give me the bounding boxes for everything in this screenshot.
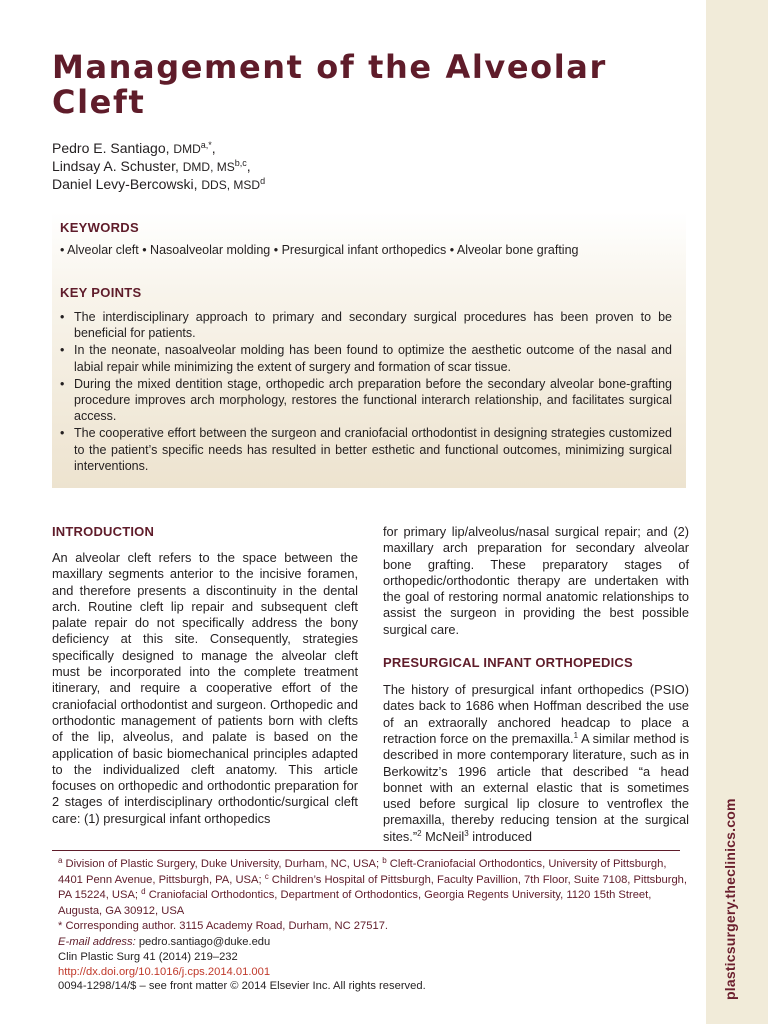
affiliations-footnote <box>58 857 688 951</box>
psio-heading: PRESURGICAL INFANT ORTHOPEDICS <box>383 655 633 671</box>
author-credentials: DMD <box>173 142 201 156</box>
key-point-text: The cooperative effort between the surgeon and craniofacial orthodontist in designing strategies customized to the patient’s specific needs has resulted in better esthetic and functional outcomes, minimizing surgical interventions. <box>74 426 672 473</box>
bullet-icon: • <box>60 343 65 358</box>
footnote-divider <box>52 850 680 851</box>
introduction-heading: INTRODUCTION <box>52 524 155 539</box>
left-column <box>52 524 358 827</box>
doi-link[interactable]: http://dx.doi.org/10.1016/j.cps.2014.01.001 <box>58 965 271 978</box>
psio-text: McNeil <box>421 828 465 844</box>
affiliation-text: Children’s Hospital of Pittsburgh, Faculty Pavillion, 7th Floor, Suite 7108, Pittsburgh, PA 15224, USA; <box>58 873 687 902</box>
psio-paragraph <box>383 682 689 845</box>
journal-website-link[interactable]: plasticsurgery.theclinics.com <box>722 798 738 1000</box>
author-2 <box>52 158 692 176</box>
bullet-icon: • <box>60 426 65 441</box>
reference-link[interactable]: 2 <box>417 828 422 838</box>
article-title <box>52 50 692 120</box>
citation-block <box>58 950 658 994</box>
key-point-text: The interdisciplinary approach to primary and secondary surgical procedures has been proven to be beneficial for patients. <box>74 310 672 341</box>
key-point-item <box>60 376 672 425</box>
psio-text: The history of presurgical infant orthopedics (PSIO) dates back to 1686 when Hoffman described the use of an extraorally anchored headcap to place a retraction force on the premaxilla. <box>383 682 689 746</box>
affiliation-marker: b <box>382 856 387 865</box>
email-label: E-mail address: <box>58 935 136 948</box>
key-point-item <box>60 425 672 474</box>
affiliation-marker: a <box>58 856 63 865</box>
author-separator: , <box>211 140 216 156</box>
author-1 <box>52 140 692 158</box>
psio-text: introduced <box>468 828 533 844</box>
key-point-text: During the mixed dentition stage, orthopedic arch preparation before the secondary alveolar bone-grafting procedure improves arch morphology, restores the functional interarch relationship, and facilitates surgical access. <box>74 376 672 424</box>
affiliation-marker: c <box>264 871 269 881</box>
copyright-notice: 0094-1298/14/$ – see front matter © 2014 Elsevier Inc. All rights reserved. <box>58 980 426 993</box>
journal-citation: Clin Plastic Surg 41 (2014) 219–232 <box>58 951 238 963</box>
affiliation-text: Cleft-Craniofacial Orthodontics, University of Pittsburgh, 4401 Penn Avenue, Pittsburgh, PA, USA; <box>58 858 667 886</box>
reference-link[interactable]: 1 <box>573 730 579 740</box>
title-line-1: Management of the Alveolar <box>52 48 607 86</box>
author-credentials: DMD, MS <box>182 160 235 174</box>
author-affiliation-ref[interactable]: b,c <box>234 158 247 168</box>
bullet-icon: • <box>60 376 65 391</box>
key-point-item <box>60 309 672 341</box>
bullet-icon: • <box>60 310 65 324</box>
author-name: Lindsay A. Schuster, <box>52 158 183 174</box>
reference-link[interactable]: 3 <box>464 828 469 838</box>
introduction-continuation: for primary lip/alveolus/nasal surgical repair; and (2) maxillary arch preparation for secondary alveolar bone grafting. These preparatory stages of orthopedic/orthodontic therapy are undertaken with the goal of restoring normal anatomic relationships to assist the surgeon in providing the best possible surgical care. <box>383 524 689 637</box>
introduction-paragraph: An alveolar cleft refers to the space between the maxillary segments anterior to the incisive foramen, and therefore presents a discontinuity in the dental arch. Routine cleft lip repair and subsequent cleft palate repair do not specifically address the bony deficiency at this site. Consequently, strategies specifically designed to manage the alveolar cleft must be incorporated into the complete treatment itinerary, and require a cooperative effort of the craniofacial orthodontist and surgeon. Orthopedic and orthodontic management of patients born with clefts of the lip, alveolus, and palate is based on the application of basic biomechanical principles adapted to the individualized cleft anatomy. This article focuses on orthopedic and orthodontic preparation for 2 stages of interdisciplinary orthodontic/surgical cleft care: (1) presurgical infant orthopedics <box>52 550 358 826</box>
right-column <box>383 524 689 845</box>
author-affiliation-ref[interactable]: d <box>260 176 266 186</box>
key-point-text: In the neonate, nasoalveolar molding has been found to optimize the aesthetic outcome of the nasal and labial repair while minimizing the extent of surgery and formation of scar tissue. <box>74 343 672 374</box>
keywords-heading: KEYWORDS <box>60 220 139 235</box>
author-name: Pedro E. Santiago, <box>52 140 174 156</box>
author-list <box>52 140 692 194</box>
keywords-list: • Alveolar cleft • Nasoalveolar molding • Presurgical infant orthopedics • Alveolar bone grafting <box>60 243 579 257</box>
key-point-item <box>60 342 672 374</box>
author-3 <box>52 176 692 194</box>
affiliation-marker: d <box>141 887 146 897</box>
author-affiliation-ref[interactable]: a,* <box>200 140 212 150</box>
key-points-heading: KEY POINTS <box>60 285 142 300</box>
author-credentials: DDS, MSD <box>201 178 261 192</box>
title-line-2: Cleft <box>52 83 146 121</box>
author-name: Daniel Levy-Bercowski, <box>52 176 202 192</box>
affiliation-text: Craniofacial Orthodontics, Department of Orthodontics, Georgia Regents University, 1120 15th Street, Augusta, GA 30912, USA <box>58 889 652 917</box>
psio-text: A similar method is described in more contemporary literature, such as in Berkowitz’s 1996 article that described “a head bonnet with an external elastic that is sometimes used before surgical lip closure to ventroflex the premaxilla, thereby reducing tension at the surgical sites.” <box>383 730 689 844</box>
email-link[interactable]: pedro.santiago@duke.edu <box>135 935 271 948</box>
corresponding-author: * Corresponding author. 3115 Academy Road, Durham, NC 27517. <box>58 920 389 933</box>
keywords-keypoints-box <box>52 212 686 488</box>
key-points-list <box>60 309 672 475</box>
author-separator: , <box>246 158 251 174</box>
affiliation-text: Division of Plastic Surgery, Duke University, Durham, NC, USA; <box>62 858 383 870</box>
